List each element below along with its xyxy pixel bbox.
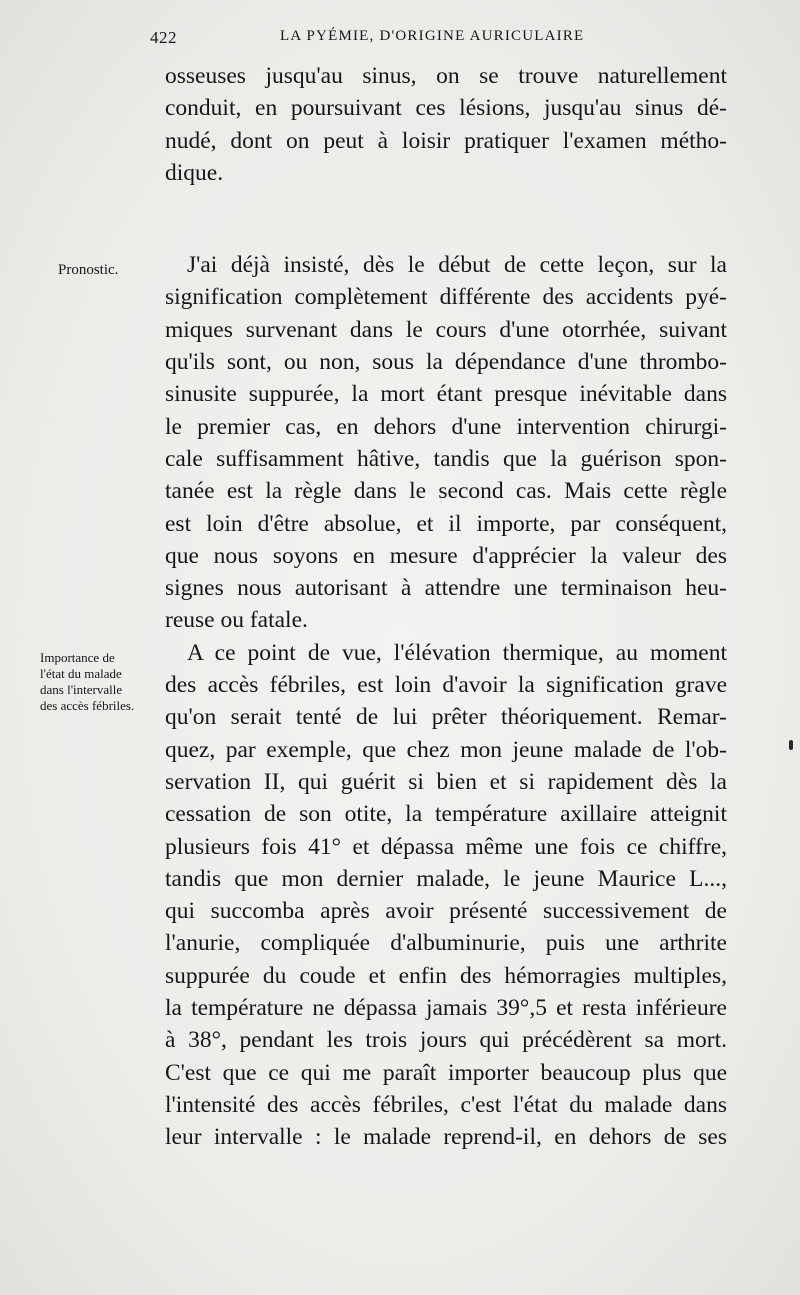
text-line: que nous soyons en mesure d'apprécier la valeur des — [165, 542, 727, 569]
page-header — [0, 24, 800, 52]
text-line: reuse ou fatale. — [165, 607, 308, 634]
text-line: est loin d'être absolue, et il importe, par conséquent, — [165, 510, 727, 537]
text-line: l'intensité des accès fébriles, c'est l'état du malade dans — [165, 1091, 727, 1118]
text-line: signes nous autorisant à attendre une terminaison heu- — [165, 575, 727, 602]
text-line: qu'ils sont, ou non, sous la dépendance d'une thrombo- — [165, 349, 727, 376]
text-line: tandis que mon dernier malade, le jeune Maurice L..., — [165, 865, 727, 892]
text-line: à 38°, pendant les trois jours qui précédèrent sa mort. — [165, 1027, 727, 1054]
body-text — [165, 60, 727, 1154]
text-line: plusieurs fois 41° et dépassa même une fois ce chiffre, — [165, 833, 727, 860]
text-line: leur intervalle : le malade reprend-il, en dehors de ses — [165, 1124, 727, 1151]
margin-note-line: Pronostic. — [58, 262, 119, 278]
text-line: conduit, en poursuivant ces lésions, jusqu'au sinus dé- — [165, 95, 727, 122]
text-line: la température ne dépassa jamais 39°,5 et resta inférieure — [165, 995, 727, 1022]
scan-mark — [789, 740, 793, 750]
paragraph-3 — [165, 637, 727, 1154]
text-line: miques survenant dans le cours d'une otorrhée, suivant — [165, 316, 727, 343]
text-line: l'anurie, compliquée d'albuminurie, puis une arthrite — [165, 930, 727, 957]
margin-note-line: des accès fébriles. — [40, 698, 135, 713]
text-line: nudé, dont on peut à loisir pratiquer l'examen métho- — [165, 127, 727, 154]
margin-note-line: dans l'intervalle — [40, 682, 123, 697]
text-line: le premier cas, en dehors d'une intervention chirurgi- — [165, 413, 727, 440]
text-line: suppurée du coude et enfin des hémorragies multiples, — [165, 962, 727, 989]
text-line: quez, par exemple, que chez mon jeune malade de l'ob- — [165, 736, 727, 763]
text-line: A ce point de vue, l'élévation thermique, au moment — [187, 639, 727, 666]
margin-note-line: l'état du malade — [40, 666, 122, 681]
text-line: dique. — [165, 159, 224, 186]
paragraph-2 — [165, 249, 727, 637]
text-line: osseuses jusqu'au sinus, on se trouve naturellement — [165, 63, 727, 89]
text-line: qu'on serait tenté de lui prêter théoriquement. Remar- — [165, 704, 727, 731]
paragraph-1 — [165, 60, 727, 189]
text-line: C'est que ce qui me paraît importer beaucoup plus que — [165, 1059, 727, 1086]
page-number: 422 — [150, 28, 177, 47]
text-line: cale suffisamment hâtive, tandis que la guérison spon- — [165, 445, 727, 472]
text-line: sinusite suppurée, la mort étant presque inévitable dans — [165, 381, 727, 408]
text-line: des accès fébriles, est loin d'avoir la signification grave — [165, 672, 727, 699]
margin-note-line: Importance de — [40, 650, 115, 665]
text-line: cessation de son otite, la température axillaire atteignit — [165, 801, 727, 828]
text-line: tanée est la règle dans le second cas. Mais cette règle — [165, 478, 727, 505]
running-title: LA PYÉMIE, D'ORIGINE AURICULAIRE — [280, 28, 585, 44]
margin-note-importance — [40, 650, 156, 714]
text-line: qui succomba après avoir présenté successivement de — [165, 898, 727, 925]
text-line: servation II, qui guérit si bien et si rapidement dès la — [165, 768, 727, 795]
margin-note-pronostic — [58, 262, 174, 278]
text-line: J'ai déjà insisté, dès le début de cette leçon, sur la — [187, 252, 727, 279]
text-line: signification complètement différente des accidents pyé- — [165, 284, 727, 311]
